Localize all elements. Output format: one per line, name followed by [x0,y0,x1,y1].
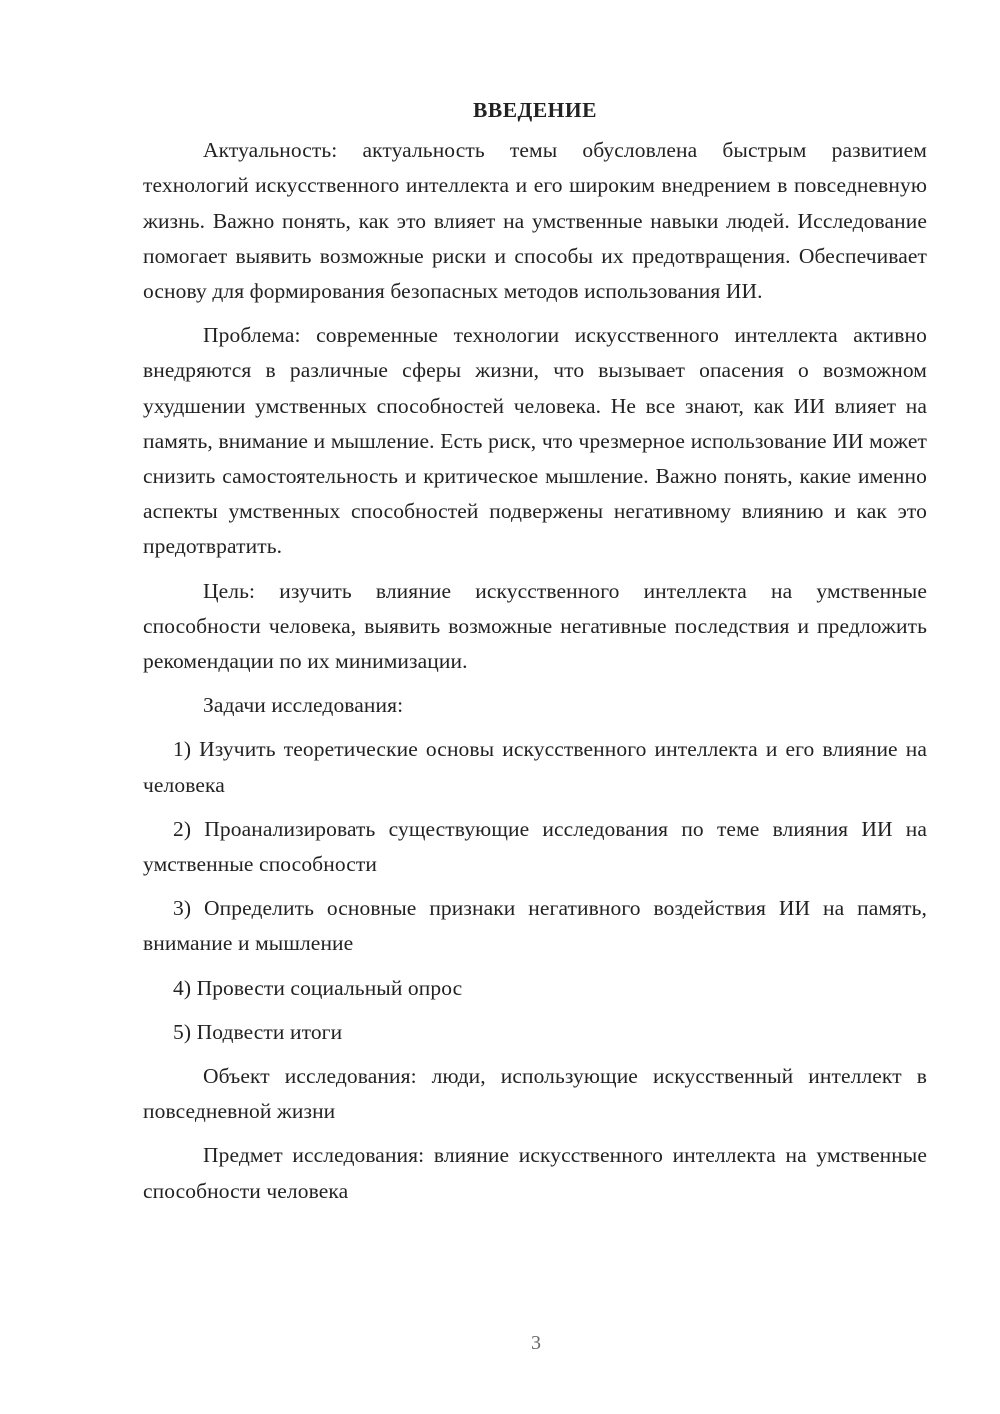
task-item-2: 2) Проанализировать существующие исследования по теме влияния ИИ на умственные способности [143,816,927,877]
task-item-5: 5) Подвести итоги [173,1019,343,1044]
document-page [143,93,927,1218]
object-paragraph: Объект исследования: люди, использующие искусственный интеллект в повседневной жизни [143,1064,927,1124]
section-heading: ВВЕДЕНИЕ [473,98,597,122]
task-item-1: 1) Изучить теоретические основы искусственного интеллекта и его влияние на человека [143,737,927,797]
problem-paragraph: Проблема: современные технологии искусственного интеллекта активно внедряются в различные сферы жизни, что вызывает опасения о возможном ухудшении умственных способностей человека. Не все знают, как ИИ влияет на память, внимание и мышление. Есть риск, что чрезмерное использование ИИ может снизить самостоятельность и критическое мышление. Важно понять, какие именно аспекты умственных способностей подвержены негативному влиянию и как это предотвратить. [143,323,927,559]
task-item-4: 4) Провести социальный опрос [173,975,463,1000]
tasks-heading: Задачи исследования: [203,693,404,718]
subject-paragraph: Предмет исследования: влияние искусственного интеллекта на умственные способности человека [143,1143,927,1203]
relevance-paragraph: Актуальность: актуальность темы обусловлена быстрым развитием технологий искусственного интеллекта и его широким внедрением в повседневную жизнь. Важно понять, как это влияет на умственные навыки людей. Исследование помогает выявить возможные риски и способы их предотвращения. Обеспечивает основу для формирования безопасных методов использования ИИ. [143,138,927,304]
page-number: 3 [531,1332,541,1354]
goal-paragraph: Цель: изучить влияние искусственного интеллекта на умственные способности человека, выявить возможные негативные последствия и предложить рекомендации по их минимизации. [143,578,927,674]
task-item-3: 3) Определить основные признаки негативного воздействия ИИ на память, внимание и мышление [143,896,927,956]
